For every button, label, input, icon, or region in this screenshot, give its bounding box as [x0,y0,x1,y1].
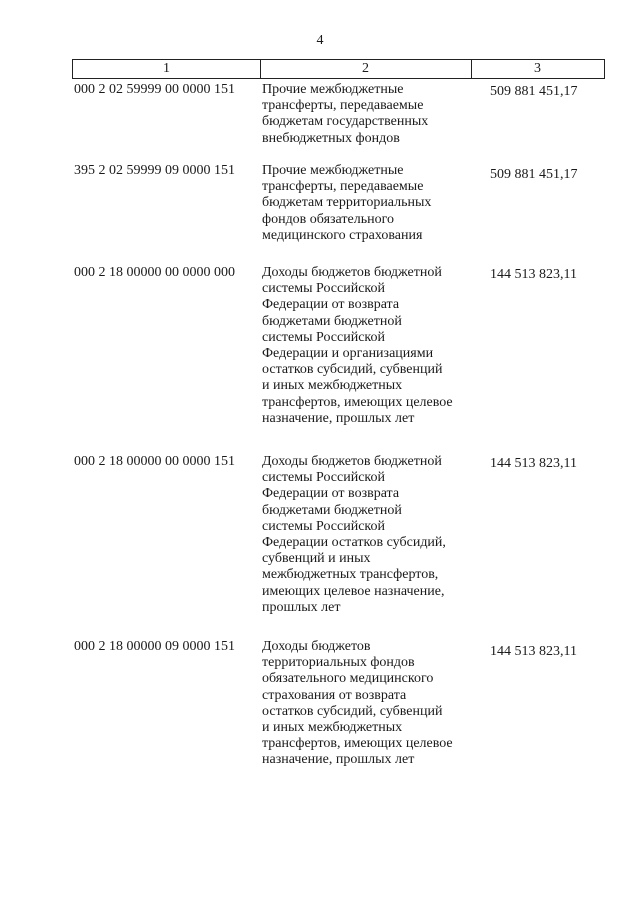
description-line: бюджетам территориальных [262,195,432,211]
description-line: Доходы бюджетов [262,639,371,654]
budget-code: 000 2 18 00000 00 0000 151 [74,454,235,469]
description-line: трансферты, передаваемые [262,98,424,114]
row-description [262,454,477,616]
amount: 509 881 451,17 [490,167,578,182]
amount: 509 881 451,17 [490,84,578,99]
column-header-2: 2 [260,60,472,78]
description-line: и иных межбюджетных [262,720,403,736]
budget-code: 000 2 18 00000 00 0000 000 [74,265,235,280]
description-line: системы Российской [262,470,386,486]
description-line: системы Российской [262,518,386,534]
description-line: назначение, прошлых лет [262,752,415,768]
description-line: внебюджетных фондов [262,130,400,146]
row-description [262,265,477,427]
description-line: Федерации и организациями [262,346,434,362]
description-line: медицинского страхования [262,227,423,243]
description-line: Федерации от возврата [262,297,400,313]
column-header-3: 3 [534,61,541,76]
row-description [262,639,477,769]
description-line: Федерации остатков субсидий, [262,535,446,551]
budget-code: 000 2 18 00000 09 0000 151 [74,639,235,654]
description-line: страхования от возврата [262,687,407,703]
description-line: назначение, прошлых лет [262,410,415,426]
description-line: остатков субсидий, субвенций [262,703,443,719]
description-line: имеющих целевое назначение, [262,583,445,599]
description-line: Доходы бюджетов бюджетной [262,454,442,469]
amount: 144 513 823,11 [490,267,577,282]
description-line: субвенций и иных [262,551,371,567]
description-line: Федерации от возврата [262,486,400,502]
description-line: трансферты, передаваемые [262,179,424,195]
description-line: трансфертов, имеющих целевое [262,736,453,752]
description-line: бюджетами бюджетной [262,502,402,518]
page-number: 4 [316,33,324,48]
description-line: прошлых лет [262,599,341,615]
description-line: фондов обязательного [262,211,394,227]
row-description [262,82,477,147]
budget-code: 000 2 02 59999 00 0000 151 [74,82,235,97]
row-description [262,163,477,244]
description-line: Доходы бюджетов бюджетной [262,265,442,280]
description-line: бюджетами бюджетной [262,313,402,329]
description-line: системы Российской [262,329,386,345]
description-line: территориальных фондов [262,655,415,671]
description-line: Прочие межбюджетные [262,82,404,97]
description-line: и иных межбюджетных [262,378,403,394]
description-line: трансфертов, имеющих целевое [262,394,453,410]
description-line: остатков субсидий, субвенций [262,362,443,378]
amount: 144 513 823,11 [490,644,577,659]
table-header-row [72,59,605,79]
description-line: межбюджетных трансфертов, [262,567,439,583]
description-line: бюджетам государственных [262,114,429,130]
amount: 144 513 823,11 [490,456,577,471]
column-header-1: 1 [73,60,261,78]
description-line: системы Российской [262,281,386,297]
budget-code: 395 2 02 59999 09 0000 151 [74,163,235,178]
description-line: обязательного медицинского [262,671,434,687]
description-line: Прочие межбюджетные [262,163,404,178]
